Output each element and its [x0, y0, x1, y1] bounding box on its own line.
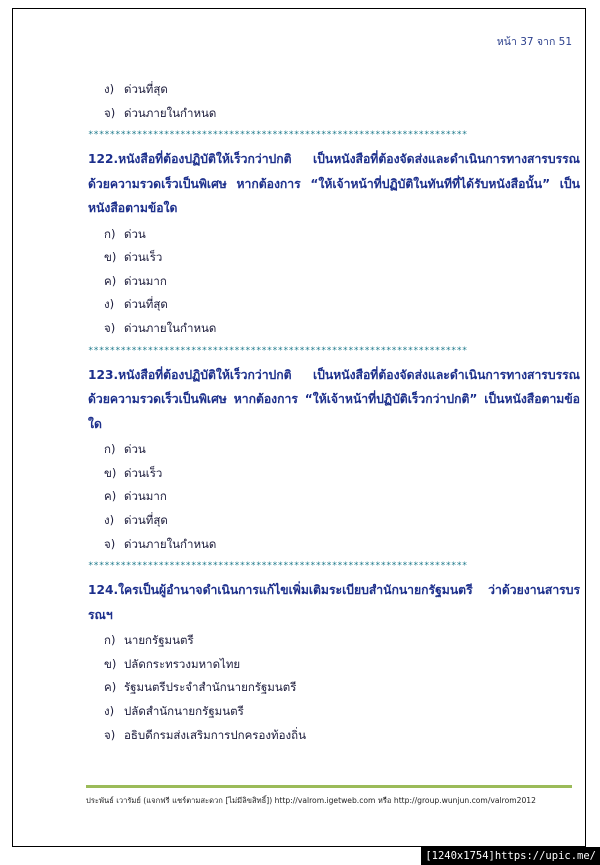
question-text: 122.หนังสือที่ต้องปฏิบัติให้เร็วกว่าปกติ เป็นหนังสือที่ต้องจัดส่งและดำเนินการทางสารบรรณด้วยความรวดเร็วเป็นพิเศษ หากต้องการ “ให้เจ้าหน้าที่ปฏิบัติในทันทีที่ได้รับหนังสือนั้น” เป็นหนังสือตามข้อใด — [88, 152, 580, 216]
option-text: ด่วนมาก — [124, 489, 167, 504]
option-text: ปลัดสำนักนายกรัฐมนตรี — [124, 703, 244, 718]
option-key: ข) — [104, 656, 117, 671]
option-text: ด่วนที่สุด — [124, 297, 168, 312]
option-key: ค) — [104, 680, 117, 695]
option-key: จ) — [104, 321, 116, 336]
option-key: ข) — [104, 465, 117, 480]
question-block — [88, 576, 580, 747]
option-key: ง) — [104, 82, 115, 96]
option-text: ด่วนมาก — [124, 273, 167, 288]
option-key: ข) — [104, 250, 117, 265]
option-key: ง) — [104, 512, 115, 527]
option-text: ด่วน — [124, 442, 146, 457]
option — [88, 462, 580, 486]
question-text: 124.ใครเป็นผู้อำนาจดำเนินการแก้ไขเพิ่มเติมระเบียบสำนักนายกรัฐมนตรี ว่าด้วยงานสารบรรณฯ — [88, 583, 580, 622]
footer-divider — [86, 785, 572, 788]
option — [88, 223, 580, 247]
separator: ********************************************************************** — [88, 130, 468, 141]
option-key: จ) — [104, 536, 116, 551]
question-block — [88, 145, 580, 340]
option-key: ค) — [104, 489, 117, 504]
option-text: ด่วนภายในกำหนด — [124, 536, 217, 551]
option-text: นายกรัฐมนตรี — [124, 633, 194, 648]
option — [88, 676, 580, 700]
option — [88, 317, 580, 341]
option-text: อธิบดีกรมส่งเสริมการปกครองท้องถิ่น — [124, 727, 306, 742]
option — [88, 724, 580, 748]
separator: ********************************************************************** — [88, 561, 468, 572]
option — [88, 629, 580, 653]
option-key: ง) — [104, 703, 115, 718]
option — [88, 485, 580, 509]
option — [88, 653, 580, 677]
option-key: ก) — [104, 633, 116, 648]
option-text: ด่วนภายในกำหนด — [124, 321, 217, 336]
option-text: ด่วนภายในกำหนด — [124, 105, 217, 120]
exam-content — [88, 78, 580, 747]
option-text: ปลัดกระทรวงมหาดไทย — [124, 656, 241, 671]
question-block — [88, 361, 580, 556]
option — [88, 293, 580, 317]
option — [88, 78, 580, 102]
option-key: จ) — [104, 727, 116, 742]
option — [88, 700, 580, 724]
option-key: ก) — [104, 226, 116, 241]
option — [88, 509, 580, 533]
option-key: ก) — [104, 442, 116, 457]
image-watermark: [1240x1754]https://upic.me/ — [421, 847, 600, 865]
option-text: ด่วนเร็ว — [124, 465, 163, 480]
question-text: 123.หนังสือที่ต้องปฏิบัติให้เร็วกว่าปกติ เป็นหนังสือที่ต้องจัดส่งและดำเนินการทางสารบรรณด้วยความรวดเร็วเป็นพิเศษ หากต้องการ “ให้เจ้าหน้าที่ปฏิบัติเร็วกว่าปกติ” เป็นหนังสือตามข้อใด — [88, 367, 580, 431]
top-options — [88, 78, 580, 125]
page-number: หน้า 37 จาก 51 — [496, 36, 572, 48]
option-text: ด่วนที่สุด — [124, 512, 168, 527]
option — [88, 102, 580, 126]
option — [88, 438, 580, 462]
option — [88, 246, 580, 270]
option-key: ง) — [104, 297, 115, 312]
option-text: ด่วนเร็ว — [124, 250, 163, 265]
footer-credit: ประพันธ์ เวารัมย์ (แจกฟรี แชร์ตามสะดวก [ไม่มีลิขสิทธิ์]) http://valrom.igetweb.com หรือ http://group.wunjun.com/valrom2012 — [86, 796, 536, 805]
separator: ********************************************************************** — [88, 345, 468, 356]
option-text: รัฐมนตรีประจำสำนักนายกรัฐมนตรี — [124, 680, 297, 695]
option-text: ด่วน — [124, 226, 146, 241]
option — [88, 270, 580, 294]
option-text: ด่วนที่สุด — [124, 82, 168, 96]
option — [88, 533, 580, 557]
option-key: จ) — [104, 105, 116, 120]
option-key: ค) — [104, 273, 117, 288]
